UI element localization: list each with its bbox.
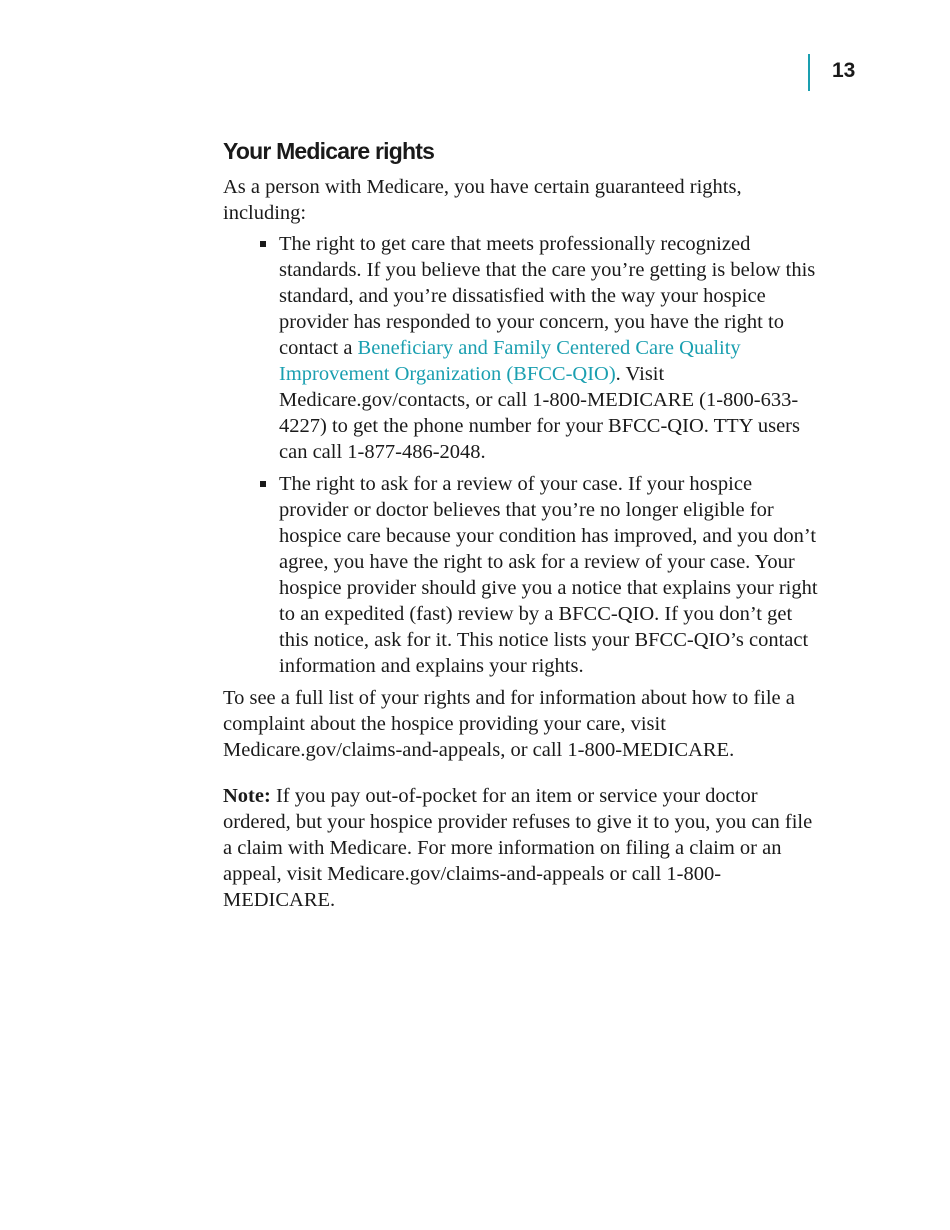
note-paragraph — [223, 783, 823, 913]
list-item — [223, 471, 823, 679]
note-label: Note: — [223, 785, 271, 807]
intro-paragraph: As a person with Medicare, you have certain guaranteed rights, including: — [223, 176, 742, 224]
list-item — [223, 231, 823, 465]
square-bullet-icon — [260, 241, 266, 247]
bullet-text-after-link: . Visit Medicare.gov/contacts, or call 1-800-MEDICARE (1-800-633-4227) to get the phone number for your BFCC-QIO. TTY users can call 1-877-486-2048. — [279, 363, 800, 463]
square-bullet-icon — [260, 481, 266, 487]
rights-list — [223, 231, 823, 679]
main-content — [223, 134, 823, 913]
closing-paragraph: To see a full list of your rights and for information about how to file a complaint about the hospice providing your care, visit Medicare.gov/claims-and-appeals, or call 1-800-MEDICARE. — [223, 687, 795, 761]
page-number: 13 — [832, 59, 856, 82]
note-text: If you pay out-of-pocket for an item or service your doctor ordered, but your hospice provider refuses to give it to you, you can file a claim with Medicare. For more information on filing a claim or an appeal, visit Medicare.gov/claims-and-appeals or call 1-800-MEDICARE. — [223, 785, 813, 911]
section-heading: Your Medicare rights — [223, 138, 435, 164]
bullet-text: The right to ask for a review of your case. If your hospice provider or doctor believes that you’re no longer eligible for hospice care because your condition has improved, and you don’t agree, you have the right to ask for a review of your case. Your hospice provider should give you a notice that explains your right to an expedited (fast) review by a BFCC-QIO. If you don’t get this notice, ask for it. This notice lists your BFCC-QIO’s contact information and explains your rights. — [279, 473, 818, 677]
bullet-text-before-link: The right to get care that meets professionally recognized standards. If you believe that the care you’re getting is below this standard, and you’re dissatisfied with the way your hospice provider has responded to your concern, you have the right to contact a — [279, 233, 816, 359]
page-number-divider — [808, 54, 810, 91]
bfcc-qio-link[interactable]: Beneficiary and Family Centered Care Quality Improvement Organization (BFCC-QIO) — [279, 337, 741, 385]
